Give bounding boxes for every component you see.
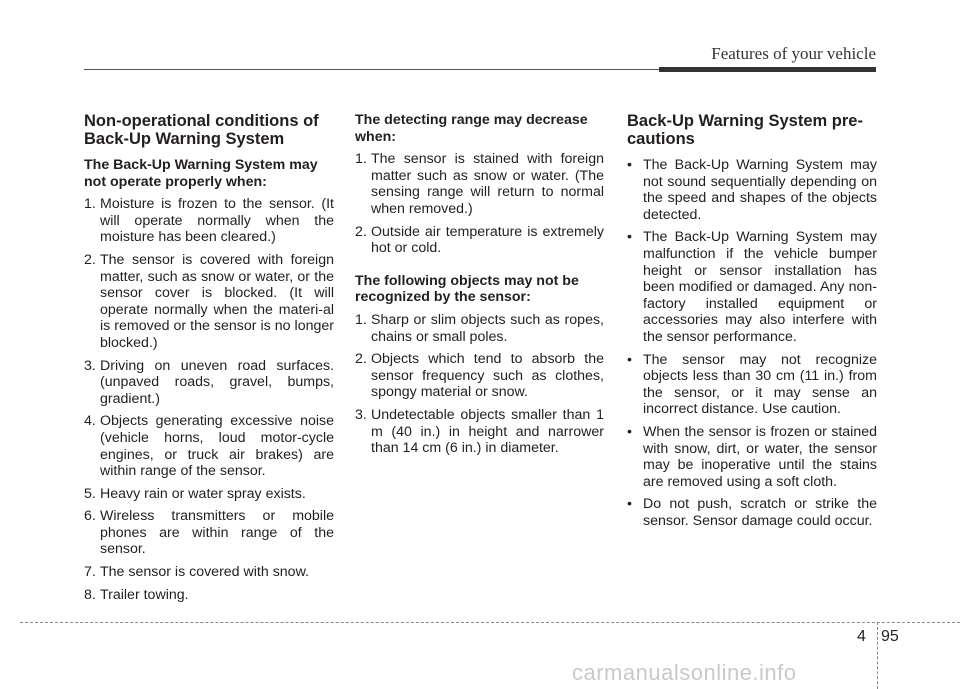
column-left xyxy=(84,112,334,609)
list-item xyxy=(84,587,334,604)
column-right xyxy=(627,112,877,535)
footer-rule xyxy=(20,622,960,623)
list-item xyxy=(627,157,877,223)
bullet-icon: • xyxy=(627,351,632,368)
header-rule-accent xyxy=(659,67,876,72)
list-item xyxy=(84,358,334,408)
list-item xyxy=(627,229,877,345)
list-item-text: The Back-Up Warning System may malfunction if the vehicle bumper height or sensor installation has been modified or damaged. Any non-factory installed equipment or accessories may also interfere with the sensor performance. xyxy=(643,229,877,345)
list-item-text: The sensor is stained with foreign matter such as snow or water. (The sensing range will return to normal when removed.) xyxy=(371,151,604,217)
bullet-icon: • xyxy=(627,423,632,440)
list-item-text: When the sensor is frozen or stained with snow, dirt, or water, the sensor may be inoperative until the stains are removed using a soft cloth. xyxy=(643,423,877,490)
list-item xyxy=(355,151,604,217)
list-item-text: The sensor may not recognize objects less than 30 cm (11 in.) from the sensor, or it may sense an incorrect distance. Use caution. xyxy=(643,351,877,418)
list-number: 3. xyxy=(355,406,367,423)
list-item xyxy=(355,407,604,457)
subheading-range-decrease: The detecting range may decrease when: xyxy=(355,112,588,145)
range-decrease-list xyxy=(355,151,604,257)
list-number: 1. xyxy=(355,311,367,328)
list-item xyxy=(355,351,604,401)
list-number: 1. xyxy=(355,151,367,168)
list-number: 8. xyxy=(84,586,96,603)
list-item xyxy=(627,424,877,490)
list-number: 4. xyxy=(84,413,96,430)
subheading-not-recognized: The following objects may not be recognized by the sensor: xyxy=(355,272,579,306)
subheading-may-not-operate: The Back-Up Warning System may not operate properly when: xyxy=(84,157,318,190)
list-number: 7. xyxy=(84,564,96,581)
list-item-text: Driving on uneven road surfaces. (unpaved roads, gravel, bumps, gradient.) xyxy=(100,357,334,407)
list-item-text: Do not push, scratch or strike the sensor. Sensor damage could occur. xyxy=(643,496,877,529)
list-item xyxy=(355,312,604,345)
chapter-number: 4 xyxy=(857,628,866,645)
list-number: 2. xyxy=(355,223,367,240)
column-middle xyxy=(355,112,604,463)
list-item-text: Moisture is frozen to the sensor. (It will operate normally when the moisture has been cleared.) xyxy=(100,196,334,246)
section-heading-non-operational: Non-operational conditions of Back-Up Warning System xyxy=(84,112,319,148)
list-item-text: Heavy rain or water spray exists. xyxy=(100,485,306,502)
list-number: 5. xyxy=(84,485,96,502)
section-heading-precautions: Back-Up Warning System pre-cautions xyxy=(627,112,863,148)
list-item-text: Outside air temperature is extremely hot or cold. xyxy=(371,223,604,257)
list-item xyxy=(355,224,604,257)
list-item xyxy=(627,352,877,418)
watermark: carmanualsonline.info xyxy=(572,660,797,685)
list-item-text: Wireless transmitters or mobile phones are within range of the sensor. xyxy=(100,508,334,558)
header-title: Features of your vehicle xyxy=(711,44,876,63)
list-number: 3. xyxy=(84,357,96,374)
list-item xyxy=(84,508,334,558)
list-item xyxy=(84,564,334,581)
list-item-text: Undetectable objects smaller than 1 m (40 in.) in height and narrower than 14 cm (6 in.) in diameter. xyxy=(371,406,604,457)
page-number: 95 xyxy=(881,628,899,645)
list-item-text: Sharp or slim objects such as ropes, chains or small poles. xyxy=(371,311,604,345)
conditions-list xyxy=(84,196,334,603)
bullet-icon: • xyxy=(627,496,632,513)
list-item xyxy=(84,413,334,479)
bullet-icon: • xyxy=(627,157,632,173)
list-item xyxy=(84,196,334,246)
list-item xyxy=(627,496,877,529)
list-item xyxy=(84,486,334,503)
list-item-text: The Back-Up Warning System may not sound sequentially depending on the speed and shapes of the objects detected. xyxy=(643,157,877,223)
list-number: 1. xyxy=(84,196,96,213)
precautions-list xyxy=(627,157,877,529)
list-item-text: The sensor is covered with foreign matter, such as snow or water, or the sensor cover is blocked. (It will operate normally when the materi-al is removed or the sensor is no longer blocked.) xyxy=(100,251,334,351)
footer-divider xyxy=(877,622,878,689)
list-item-text: Trailer towing. xyxy=(100,586,189,603)
list-item-text: Objects which tend to absorb the sensor frequency such as clothes, spongy material or snow. xyxy=(371,351,604,401)
list-item xyxy=(84,252,334,352)
list-number: 2. xyxy=(84,251,96,268)
bullet-icon: • xyxy=(627,229,632,246)
list-item-text: The sensor is covered with snow. xyxy=(100,564,309,581)
not-recognized-list xyxy=(355,312,604,457)
list-number: 6. xyxy=(84,508,96,525)
spacer xyxy=(355,263,604,273)
list-number: 2. xyxy=(355,351,367,368)
list-item-text: Objects generating excessive noise (vehicle horns, loud motor-cycle engines, or truck air brakes) are within range of the sensor. xyxy=(100,413,334,480)
